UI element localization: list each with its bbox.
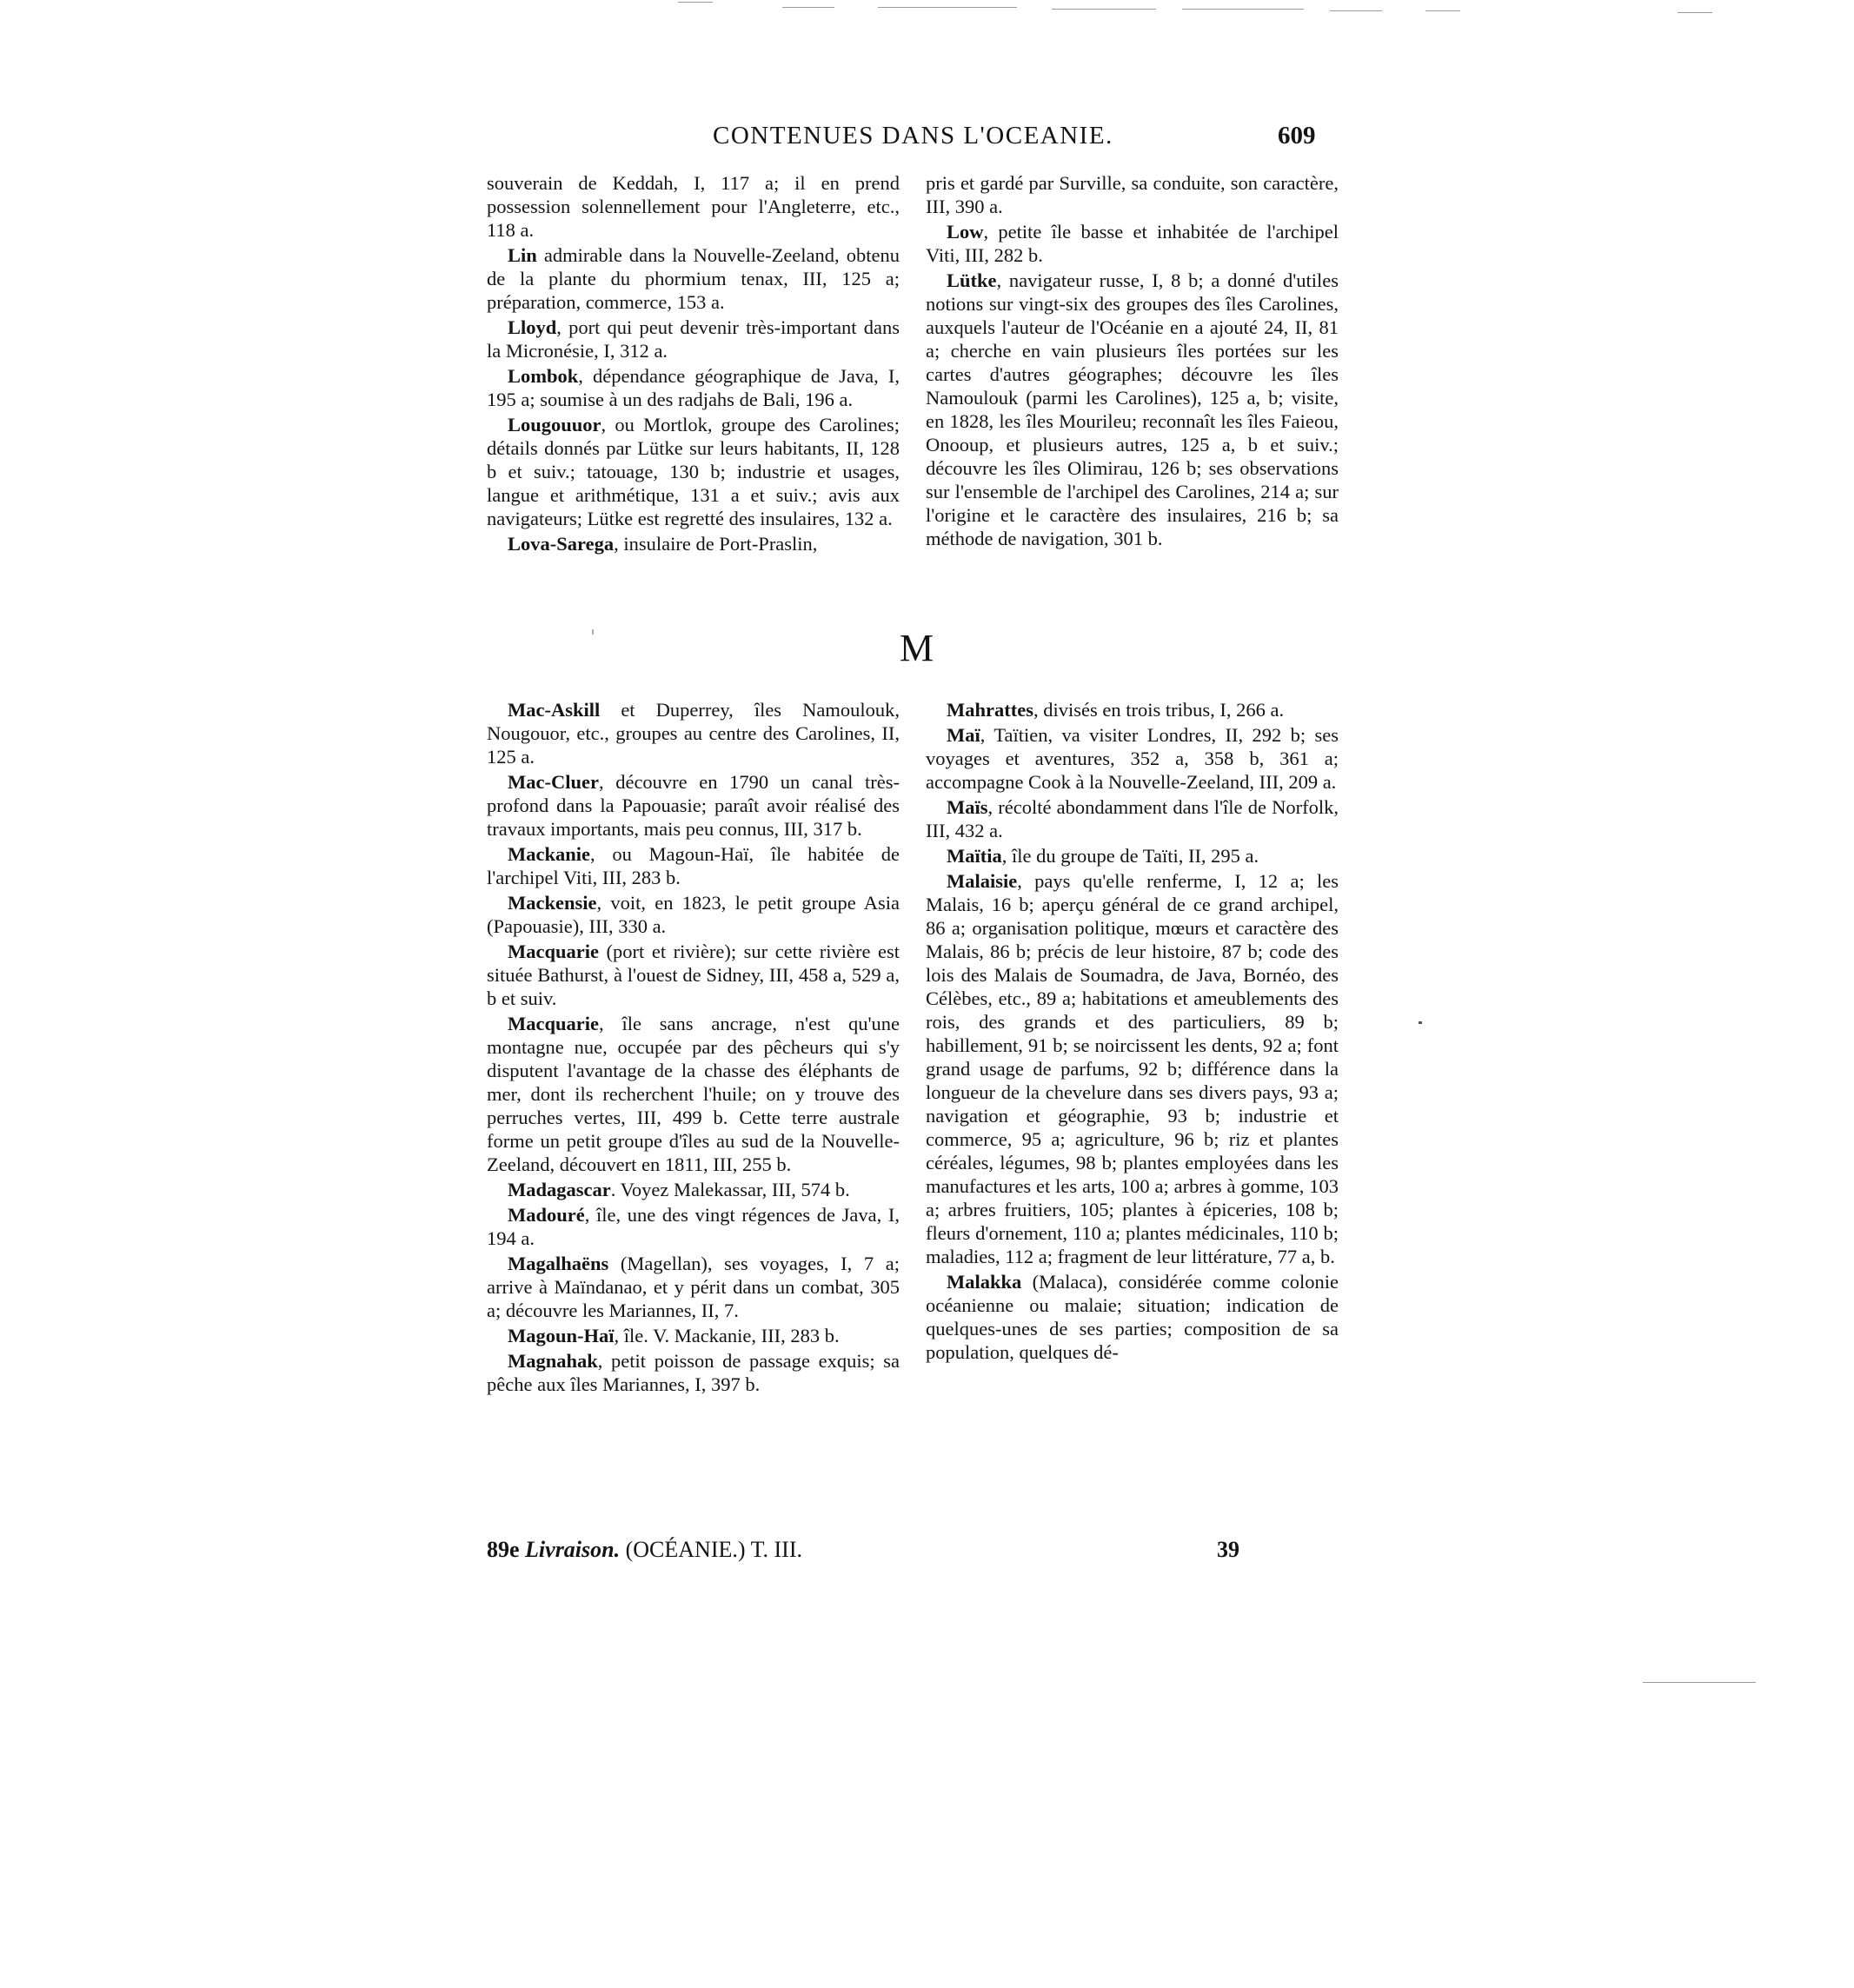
section-letter: M [900, 627, 934, 669]
index-entry [487, 413, 900, 530]
index-entry [926, 1270, 1339, 1364]
index-text: , navigateur russe, I, 8 b; a donné d'utiles notions sur vingt-six des groupes des îles Carolines, auxquels l'auteur de l'Océanie en a ajouté 24, II, 81 a; cherche en vain plusieurs îles portées sur les cartes d'autres géographes; découvre les îles Namoulouk (parmi les Carolines), 125 a, b; visite, en 1828, les îles Mourileu; reconnaît les îles Faieou, Onooup, et plusieurs autres, 125 a, b et suiv.; découvre les îles Olimirau, 126 b; ses observations sur l'ensemble de l'archipel des Carolines, 214 a; sur l'origine et le caractère des insulaires, 216 b; sa méthode de navigation, 301 b. [926, 269, 1339, 549]
index-entry [487, 1203, 900, 1250]
index-term: Madouré [508, 1204, 585, 1226]
index-entry [487, 940, 900, 1010]
index-term: Magoun-Haï [508, 1325, 615, 1346]
index-text: , divisés en trois tribus, I, 266 a. [1033, 699, 1285, 721]
scan-artifact-line [678, 2, 713, 3]
running-header [487, 122, 1356, 165]
index-term: Malakka [947, 1271, 1022, 1293]
index-entry [926, 844, 1339, 868]
index-text: (Magellan), ses voyages, I, 7 a; arrive à Maïndanao, et y périt dans un combat, 305 a; découvre les Mariannes, II, 7. [487, 1253, 900, 1321]
index-text: , île sans ancrage, n'est qu'une montagne nue, occupée par des pêcheurs qui s'y disputent l'avantage de la chasse des éléphants de mer, dont ils recherchent l'huile; on y trouve des perruches vertes, III, 499 b. Cette terre australe forme un petit groupe d'îles au sud de la Nouvelle-Zeeland, découvert en 1811, III, 255 b. [487, 1013, 900, 1175]
index-term: Mac-Askill [508, 699, 601, 721]
index-text: , ou Magoun-Haï, île habitée de l'archipel Viti, III, 283 b. [487, 843, 900, 888]
sheet-number: 39 [1217, 1537, 1239, 1562]
index-term: Lütke [947, 269, 997, 291]
index-text: , île, une des vingt régences de Java, I, 194 a. [487, 1204, 900, 1249]
column-bottom-right [926, 698, 1339, 1366]
index-entry [487, 1178, 900, 1201]
index-term: Maïs [947, 796, 988, 818]
scan-artifact-dot [592, 629, 594, 635]
index-text: , petit poisson de passage exquis; sa pêche aux îles Mariannes, I, 397 b. [487, 1350, 900, 1395]
scan-artifact-line [1182, 9, 1304, 10]
index-term: Mackanie [508, 843, 590, 865]
scan-artifact-dot [1419, 1021, 1422, 1024]
index-text: , port qui peut devenir très-important dans la Micronésie, I, 312 a. [487, 316, 900, 362]
index-term: Magnahak [508, 1350, 598, 1372]
index-text: , insulaire de Port-Praslin, [614, 533, 818, 555]
index-entry [487, 243, 900, 314]
index-text: , île. V. Mackanie, III, 283 b. [614, 1325, 840, 1346]
index-term: Maï [947, 724, 980, 746]
index-entry [926, 869, 1339, 1268]
index-entry [487, 316, 900, 362]
index-entry [487, 842, 900, 889]
index-entry [487, 1324, 900, 1347]
index-entry [926, 269, 1339, 550]
scan-artifact-line [878, 7, 1017, 8]
index-text: pris et gardé par Surville, sa conduite, son caractère, III, 390 a. [926, 172, 1339, 217]
index-term: Low [947, 221, 984, 243]
index-term: Mackensie [508, 892, 597, 914]
scan-artifact-line [1052, 9, 1156, 10]
index-term: Mac-Cluer [508, 771, 599, 793]
signature-number: 89e [487, 1537, 520, 1562]
scan-artifact-line [782, 7, 834, 8]
index-text: , voit, en 1823, le petit groupe Asia (Papouasie), III, 330 a. [487, 892, 900, 937]
index-term: Lougouuor [508, 414, 601, 435]
index-entry [487, 698, 900, 768]
index-entry [487, 891, 900, 938]
index-term: Lin [508, 244, 537, 266]
index-entry [487, 1349, 900, 1396]
index-entry [926, 698, 1339, 721]
column-top-left [487, 171, 900, 557]
index-entry [926, 171, 1339, 218]
index-entry [487, 171, 900, 242]
index-text: , Taïtien, va visiter Londres, II, 292 b; ses voyages et aventures, 352 a, 358 b, 361 a; accompagne Cook à la Nouvelle-Zeeland, III, 209 a. [926, 724, 1339, 793]
running-title: CONTENUES DANS L'OCEANIE. [713, 122, 1113, 150]
index-entry [487, 532, 900, 555]
index-term: Malaisie [947, 870, 1018, 892]
index-text: , pays qu'elle renferme, I, 12 a; les Malais, 16 b; aperçu général de ce grand archipel, 86 a; organisation politique, mœurs et caractère des Malais, 86 b; précis de leur histoire, 87 b; code des lois des Malais de Soumadra, de Java, Bornéo, des Célèbes, etc., 89 a; habitations et ameublements des rois, des grands et des particuliers, 89 b; habillement, 91 b; se noircissent les dents, 92 a; font grand usage de parfums, 92 b; différence dans la longueur de la chevelure dans ses divers pays, 93 a; navigation et géographie, 93 b; industrie et commerce, 95 a; agriculture, 96 b; riz et plantes céréales, légumes, 98 b; plantes employées dans les manufactures et les arts, 100 a; arbres à gomme, 103 a; arbres fruitiers, 105; plantes à épiceries, 108 b; fleurs d'ornement, 110 a; plantes médicinales, 110 b; maladies, 112 a; fragment de leur littérature, 77 a, b. [926, 870, 1339, 1267]
index-term: Macquarie [508, 941, 599, 962]
signature-line [487, 1537, 802, 1563]
index-entry [926, 723, 1339, 794]
index-entry [926, 220, 1339, 267]
index-entry [487, 1252, 900, 1322]
index-text: (port et rivière); sur cette rivière est située Bathurst, à l'ouest de Sidney, III, 458 a, 529 a, b et suiv. [487, 941, 900, 1009]
index-term: Lombok [508, 365, 579, 387]
index-text: , petite île basse et inhabitée de l'archipel Viti, III, 282 b. [926, 221, 1339, 266]
index-term: Lova-Sarega [508, 533, 615, 555]
index-text: admirable dans la Nouvelle-Zeeland, obtenu de la plante du phormium tenax, III, 125 a; préparation, commerce, 153 a. [487, 244, 900, 313]
scan-artifact-line [1330, 10, 1382, 11]
index-term: Macquarie [508, 1013, 599, 1034]
signature-rest: (OCÉANIE.) T. III. [625, 1537, 802, 1562]
scan-artifact-line [1425, 10, 1460, 11]
index-text: . Voyez Malekassar, III, 574 b. [610, 1179, 850, 1200]
index-entry [487, 1012, 900, 1176]
page-number: 609 [1278, 122, 1316, 150]
index-text: (Malaca), considérée comme colonie océanienne ou malaie; situation; indication de quelques-unes de ses parties; composition de sa population, quelques dé- [926, 1271, 1339, 1363]
index-term: Maïtia [947, 845, 1002, 867]
column-top-right [926, 171, 1339, 552]
index-text: souverain de Keddah, I, 117 a; il en prend possession solennellement pour l'Angleterre, etc., 118 a. [487, 172, 900, 241]
index-text: , dépendance géographique de Java, I, 195 a; soumise à un des radjahs de Bali, 196 a. [487, 365, 900, 410]
index-text: , récolté abondamment dans l'île de Norfolk, III, 432 a. [926, 796, 1339, 841]
index-text: , île du groupe de Taïti, II, 295 a. [1001, 845, 1259, 867]
signature-word: Livraison. [525, 1537, 621, 1562]
column-bottom-left [487, 698, 900, 1398]
index-term: Lloyd [508, 316, 557, 338]
index-term: Magalhaëns [508, 1253, 609, 1274]
index-text: , ou Mortlok, groupe des Carolines; détails donnés par Lütke sur leurs habitants, II, 128 b et suiv.; tatouage, 130 b; industrie et usages, langue et arithmétique, 131 a et suiv.; avis aux navigateurs; Lütke est regretté des insulaires, 132 a. [487, 414, 900, 529]
index-entry [487, 770, 900, 841]
index-term: Mahrattes [947, 699, 1033, 721]
index-entry [926, 795, 1339, 842]
scan-artifact-line [1643, 1682, 1756, 1683]
index-entry [487, 364, 900, 411]
scan-artifact-line [1678, 12, 1712, 13]
index-text: , découvre en 1790 un canal très-profond dans la Papouasie; paraît avoir réalisé des travaux importants, mais peu connus, III, 317 b. [487, 771, 900, 840]
index-term: Madagascar [508, 1179, 611, 1200]
index-text: et Duperrey, îles Namoulouk, Nougouor, etc., groupes au centre des Carolines, II, 125 a. [487, 699, 900, 768]
